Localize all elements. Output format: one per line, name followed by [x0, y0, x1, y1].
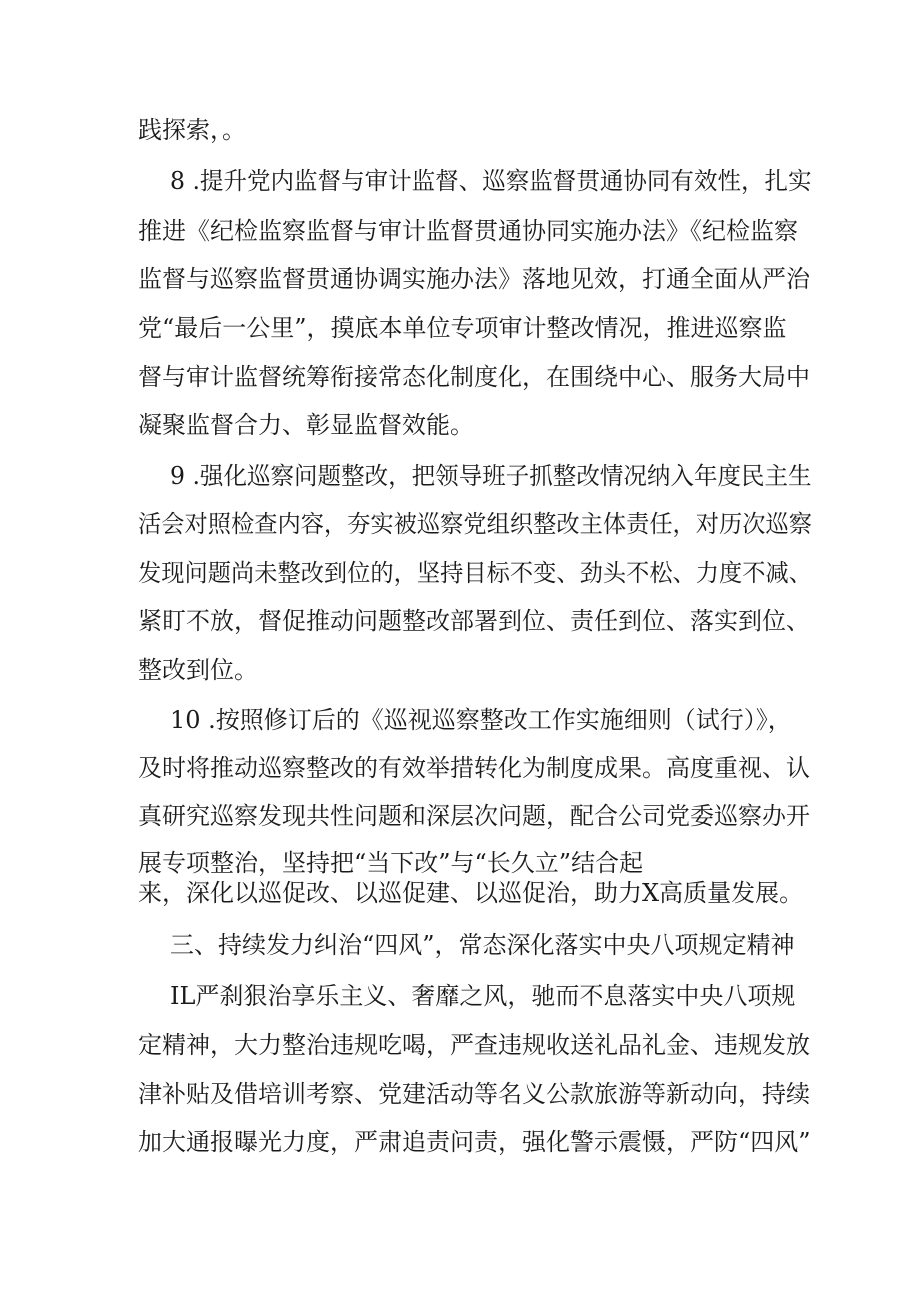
text-line: 及时将推动巡察整改的有效举措转化为制度成果。高度重视、认 — [138, 754, 810, 782]
text-line: 活会对照检查内容，夯实被巡察党组织整改主体责任，对历次巡察 — [138, 510, 813, 538]
text-line: 津补贴及借培训考察、党建活动等名义公款旅游等新动向，持续 — [138, 1080, 810, 1108]
text-line: 紧盯不放，督促推动问题整改部署到位、责任到位、落实到位、 — [138, 607, 810, 635]
text-line: 发现问题尚未整改到位的，坚持目标不变、劲头不松、力度不减、 — [138, 559, 813, 587]
paragraph-8-start: 8 .提升党内监督与审计监督、巡察监督贯通协同有效性，扎实 — [170, 167, 812, 195]
text-line: 监督与巡察监督贯通协调实施办法》落地见效，打通全面从严治 — [138, 265, 810, 293]
text-line: 展专项整治，坚持把“当下改”与“长久立”结合起 — [138, 849, 644, 877]
text-line: 加大通报曝光力度，严肃追责问责，强化警示震慑，严防“四风” — [138, 1128, 811, 1156]
text-line: 推进《纪检监察监督与审计监督贯通协同实施办法》《纪检监察 — [138, 217, 798, 245]
text-line: 督与审计监督统筹衔接常态化制度化，在围绕中心、服务大局中 — [138, 363, 810, 391]
paragraph-11-start: IL严刹狠治享乐主义、奢靡之风，驰而不息落实中央八项规 — [170, 982, 796, 1010]
text-line: 来，深化以巡促改、以巡促建、以巡促治，助力X高质量发展。 — [138, 879, 804, 907]
text-line: 践探索，。 — [138, 116, 246, 144]
text-line: 真研究巡察发现共性问题和深层次问题，配合公司党委巡察办开 — [138, 802, 810, 830]
text-line: 整改到位。 — [138, 656, 258, 684]
text-line: 定精神，大力整治违规吃喝，严查违规收送礼品礼金、违规发放 — [138, 1031, 810, 1059]
section-heading: 三、持续发力纠治“四风”，常态深化落实中央八项规定精神 — [170, 931, 795, 959]
paragraph-10-start: 10 .按照修订后的《巡视巡察整改工作实施细则（试行）》， — [170, 706, 792, 734]
text-line: 党“最后一公里”，摸底本单位专项审计整改情况，推进巡察监 — [138, 314, 787, 342]
paragraph-9-start: 9 .强化巡察问题整改，把领导班子抓整改情况纳入年度民主生 — [170, 462, 812, 490]
text-line: 凝聚监督合力、彰显监督效能。 — [138, 411, 474, 439]
